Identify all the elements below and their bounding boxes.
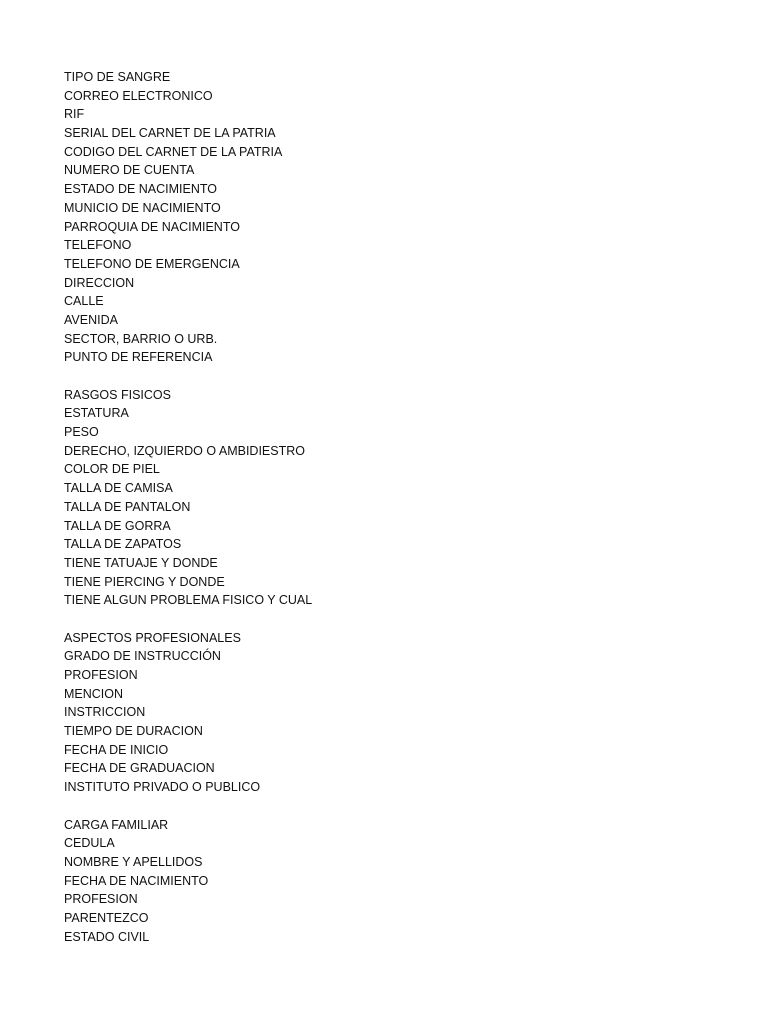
text-line: PROFESION [64,892,138,907]
text-line: TELEFONO [64,238,132,253]
text-line: TIEMPO DE DURACION [64,724,203,739]
text-line: CALLE [64,294,104,309]
text-line: CODIGO DEL CARNET DE LA PATRIA [64,144,283,159]
section-heading: RASGOS FISICOS [64,387,171,402]
text-line: CORREO ELECTRONICO [64,88,213,103]
text-line: TALLA DE ZAPATOS [64,537,182,552]
text-line: MENCION [64,686,124,701]
text-line: AVENIDA [64,312,118,327]
text-line: TALLA DE GORRA [64,518,171,533]
text-line: PESO [64,425,99,440]
text-line: TALLA DE PANTALON [64,499,191,514]
text-line: CEDULA [64,836,115,851]
text-line: MUNICIO DE NACIMIENTO [64,200,221,215]
document-page [64,68,704,965]
text-line: TELEFONO DE EMERGENCIA [64,256,240,271]
text-line: INSTRICCION [64,705,146,720]
text-line: NOMBRE Y APELLIDOS [64,854,203,869]
text-line: FECHA DE GRADUACION [64,761,215,776]
text-line: PROFESION [64,668,138,682]
text-line: ESTADO CIVIL [64,929,150,944]
text-line: TIPO DE SANGRE [64,70,171,84]
text-line: TIENE ALGUN PROBLEMA FISICO Y CUAL [64,593,313,608]
text-line: TALLA DE CAMISA [64,481,173,496]
text-line: FECHA DE NACIMIENTO [64,873,209,888]
text-line: FECHA DE INICIO [64,742,169,757]
text-line: PARENTEZCO [64,910,149,925]
text-line: SERIAL DEL CARNET DE LA PATRIA [64,126,276,141]
section-carga-familiar [64,816,704,947]
text-line: PARROQUIA DE NACIMIENTO [64,219,240,234]
text-line: NUMERO DE CUENTA [64,163,195,178]
text-line: COLOR DE PIEL [64,462,160,477]
text-line: ESTATURA [64,406,129,421]
text-line: INSTITUTO PRIVADO O PUBLICO [64,780,261,795]
section-heading: ASPECTOS PROFESIONALES [64,630,241,645]
text-line: RIF [64,107,85,122]
text-line: GRADO DE INSTRUCCIÓN [64,649,221,664]
text-line: TIENE PIERCING Y DONDE [64,574,225,589]
text-line: SECTOR, BARRIO O URB. [64,331,218,346]
section-aspectos-profesionales [64,629,704,797]
section-heading: CARGA FAMILIAR [64,817,169,832]
text-line: TIENE TATUAJE Y DONDE [64,555,218,570]
section-rasgos-fisicos [64,386,704,610]
text-line: DIRECCION [64,275,135,290]
section-datos-personales [64,68,704,367]
text-line: PUNTO DE REFERENCIA [64,350,213,365]
text-line: ESTADO DE NACIMIENTO [64,182,218,197]
text-line: DERECHO, IZQUIERDO O AMBIDIESTRO [64,443,305,458]
